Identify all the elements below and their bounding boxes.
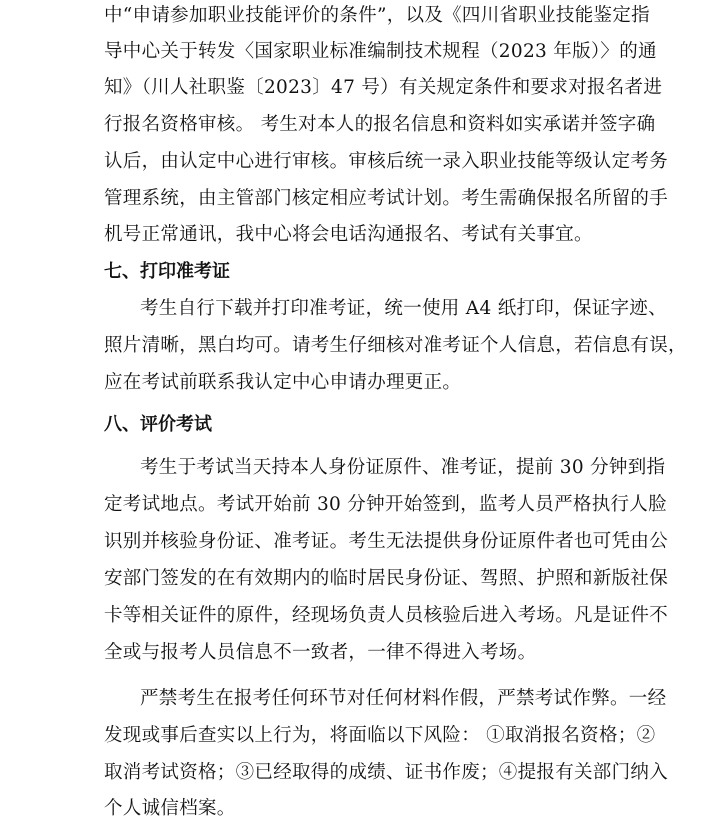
paragraph-line: 应在考试前联系我认定中心申请办理更正。	[104, 372, 462, 393]
paragraph-line: 中“申请参加职业技能评价的条件”，以及《四川省职业技能鉴定指	[104, 5, 650, 26]
paragraph-line: 考生于考试当天持本人身份证原件、准考证，提前 30 分钟到指	[140, 457, 666, 478]
paragraph-line: 全或与报考人员信息不一致者，一律不得进入考场。	[104, 642, 537, 663]
paragraph-line: 机号正常通讯，我中心将会电话沟通报名、考试有关事宜。	[104, 224, 593, 245]
paragraph-line: 管理系统，由主管部门核定相应考试计划。考生需确保报名所留的手	[104, 188, 669, 209]
paragraph-line: 发现或事后查实以上行为，将面临以下风险： ①取消报名资格；②	[104, 725, 656, 746]
section-heading-print-admission: 七、打印准考证	[104, 261, 230, 282]
paragraph-line: 行报名资格审核。 考生对本人的报名信息和资料如实承诺并签字确	[104, 114, 656, 135]
paragraph-line: 安部门签发的在有效期内的临时居民身份证、驾照、护照和新版社保	[104, 568, 669, 589]
paragraph-line: 严禁考生在报考任何环节对任何材料作假，严禁考试作弊。一经	[140, 688, 667, 709]
paragraph-line: 知》（川人社职鉴〔2023〕47 号）有关规定条件和要求对报名者进	[104, 77, 663, 98]
paragraph-line: 导中心关于转发〈国家职业标准编制技术规程（2023 年版）〉的通	[104, 41, 657, 62]
paragraph-line: 认后，由认定中心进行审核。审核后统一录入职业技能等级认定考务	[104, 151, 669, 172]
paragraph-line: 卡等相关证件的原件，经现场负责人员核验后进入考场。凡是证件不	[104, 605, 669, 626]
paragraph-line: 识别并核验身份证、准考证。考生无法提供身份证原件者也可凭由公	[104, 531, 669, 552]
section-heading-evaluation-exam: 八、评价考试	[104, 414, 212, 435]
paragraph-line: 取消考试资格；③已经取得的成绩、证书作废；④提报有关部门纳入	[104, 762, 669, 783]
paragraph-line: 个人诚信档案。	[104, 798, 236, 819]
paragraph-line: 定考试地点。考试开始前 30 分钟开始签到，监考人员严格执行人脸	[104, 494, 667, 515]
paragraph-line: 考生自行下载并打印准考证，统一使用 A4 纸打印，保证字迹、	[140, 298, 667, 319]
paragraph-line: 照片清晰，黑白均可。请考生仔细核对准考证个人信息，若信息有误，	[104, 335, 687, 356]
